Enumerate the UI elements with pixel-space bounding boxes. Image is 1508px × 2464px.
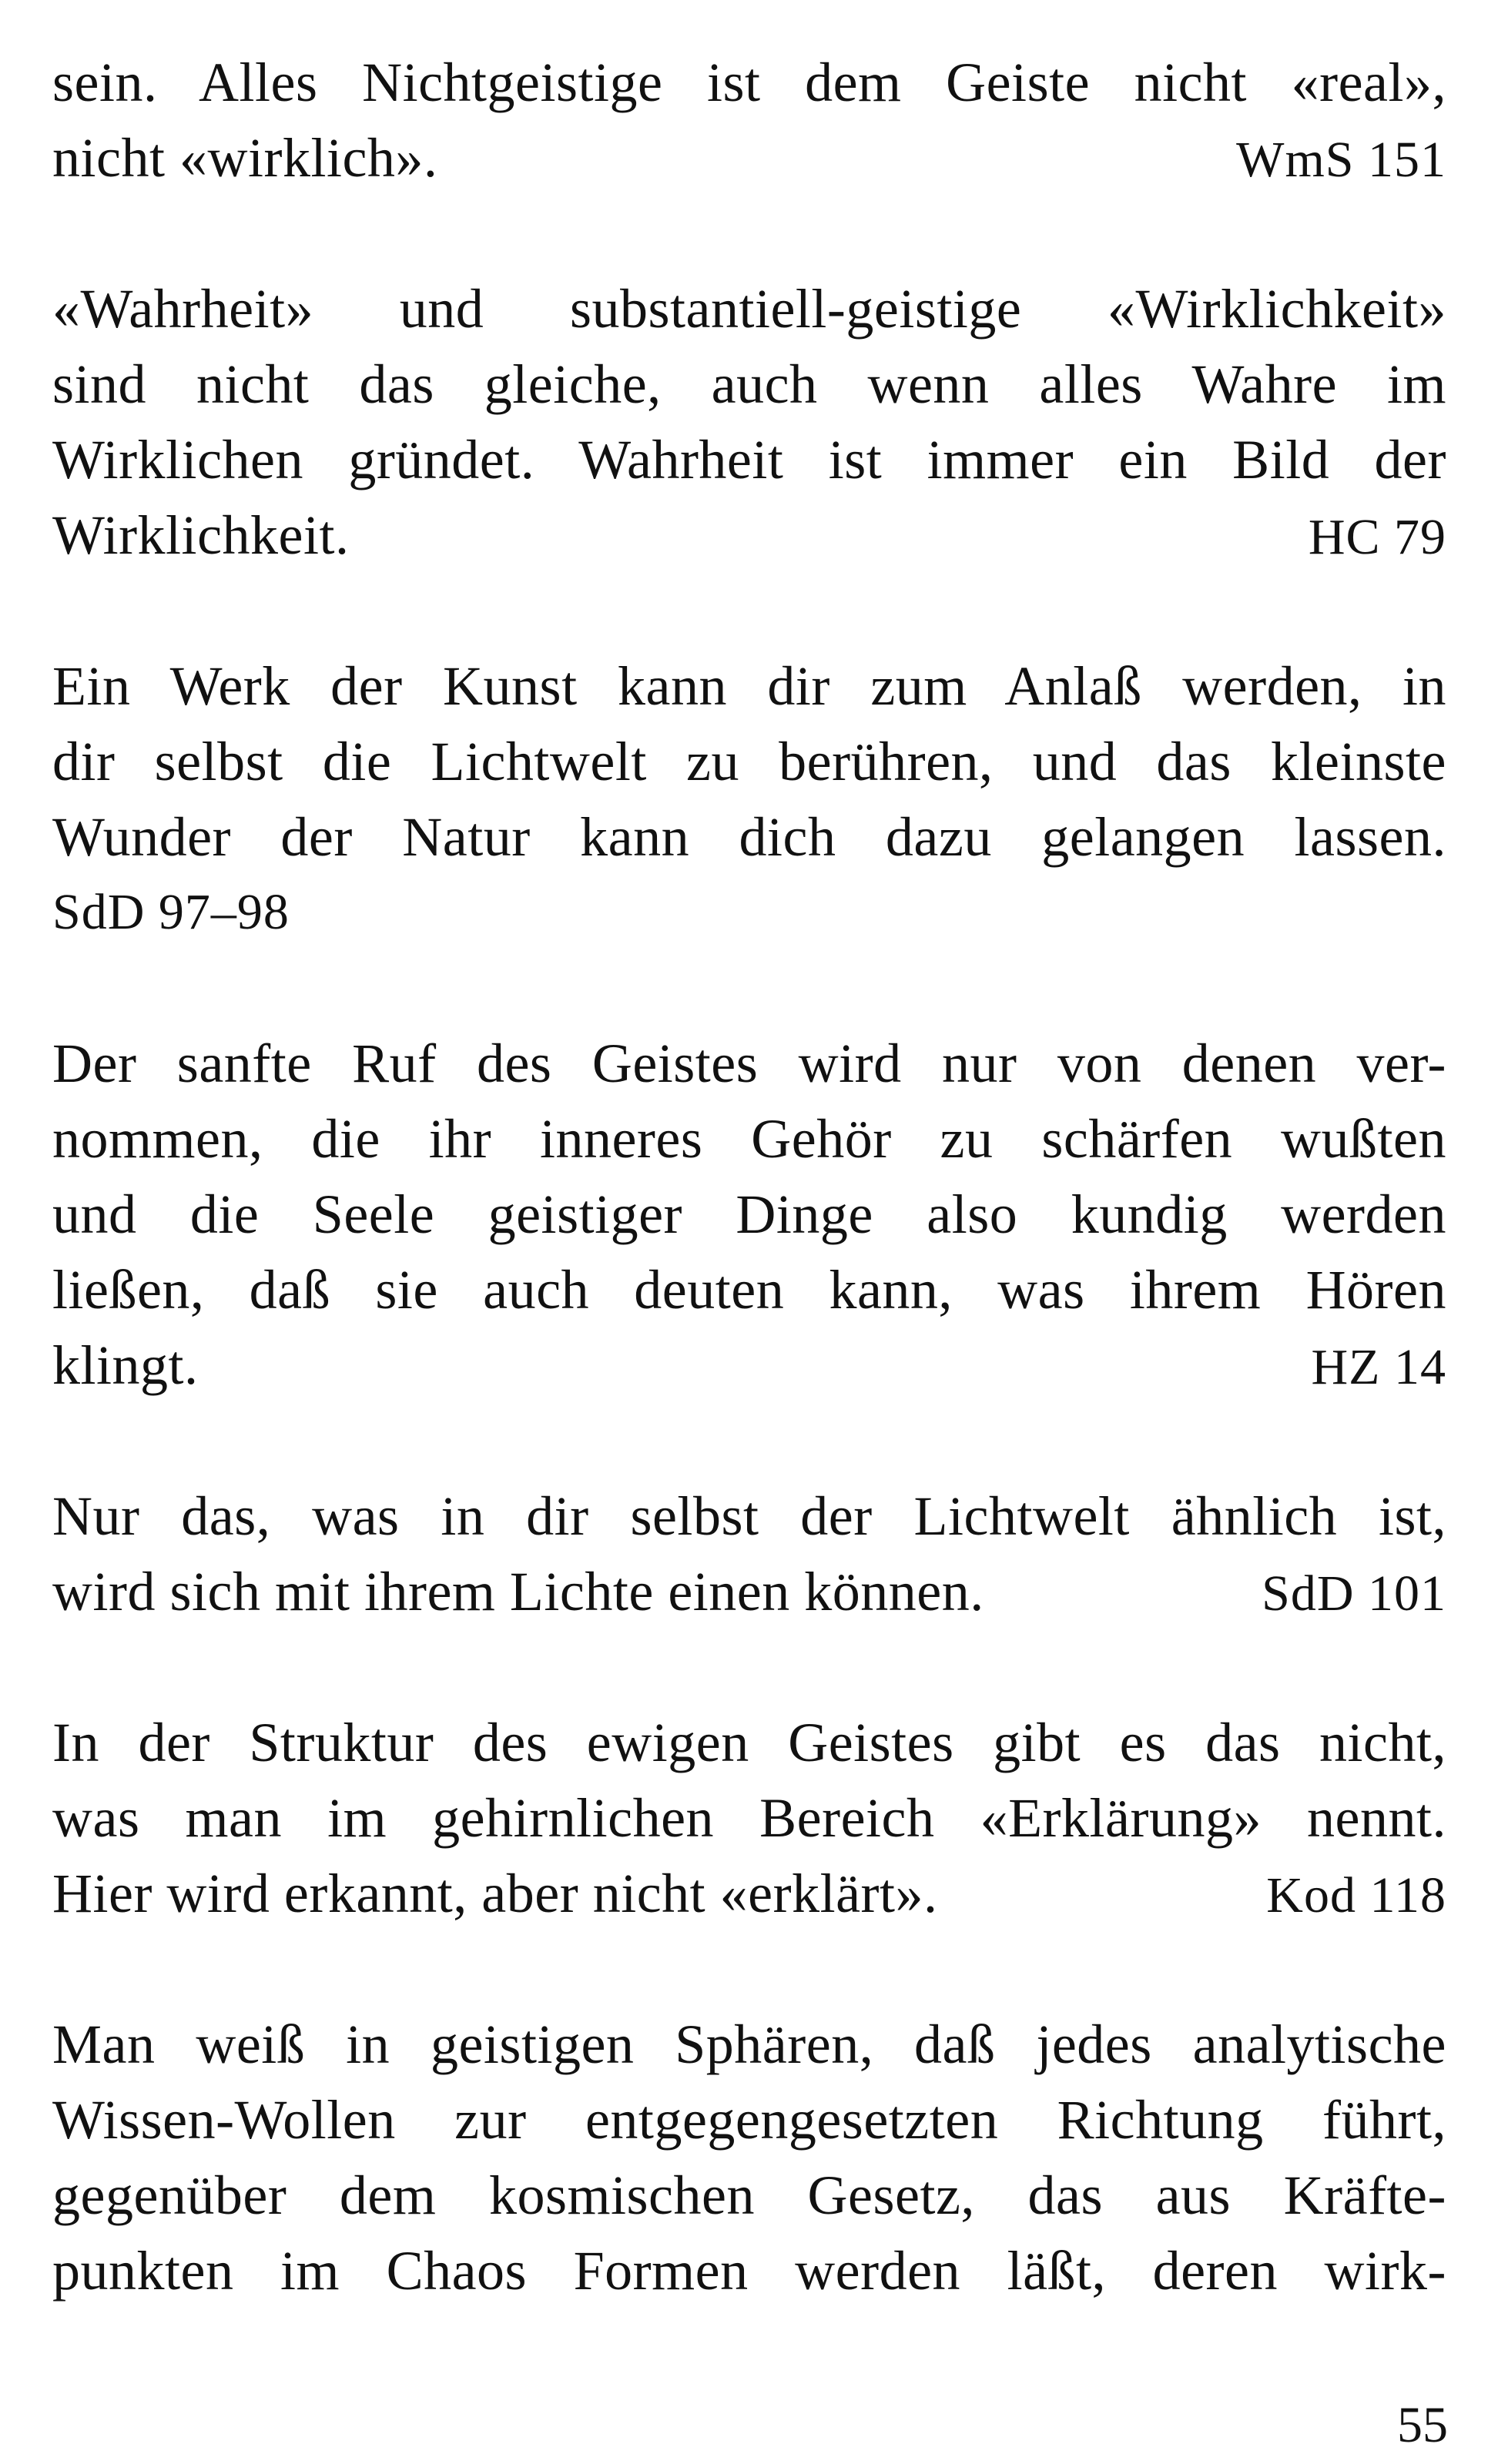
paragraph-gap bbox=[52, 950, 1446, 1026]
text-line: Hier wird erkannt, aber nicht «erklärt». bbox=[52, 1863, 938, 1924]
text-line: sein. Alles Nichtgeistige ist dem Geiste nicht «real», bbox=[52, 52, 1446, 113]
text-line: Nur das, was in dir selbst der Lichtwelt ähnlich ist, bbox=[52, 1485, 1446, 1547]
source-reference: WmS 151 bbox=[1236, 132, 1446, 188]
text-line: gegenüber dem kosmischen Gesetz, das aus Kräfte- bbox=[52, 2164, 1446, 2226]
text-line: was man im gehirnlichen Bereich «Erklärung» nennt. bbox=[52, 1787, 1446, 1849]
text-line: Der sanfte Ruf des Geistes wird nur von denen ver- bbox=[52, 1033, 1446, 1094]
closing-line bbox=[52, 120, 1446, 196]
text-line: klingt. bbox=[52, 1334, 199, 1396]
paragraph-gap bbox=[52, 1931, 1446, 2007]
paragraph-2 bbox=[52, 271, 1446, 573]
text-line: «Wahrheit» und substantiell-geistige «Wirklichkeit» bbox=[52, 278, 1446, 340]
paragraph-1 bbox=[52, 45, 1446, 196]
closing-line bbox=[52, 1327, 1446, 1403]
text-line: Wirklichkeit. bbox=[52, 504, 350, 566]
closing-line bbox=[52, 497, 1446, 573]
book-page bbox=[52, 45, 1446, 2308]
text-line: wird sich mit ihrem Lichte einen können. bbox=[52, 1561, 984, 1622]
text-line: Man weiß in geistigen Sphären, daß jedes analytische bbox=[52, 2014, 1446, 2075]
text-line: Wirklichen gründet. Wahrheit ist immer ein Bild der bbox=[52, 429, 1446, 490]
paragraph-gap bbox=[52, 1403, 1446, 1478]
paragraph-6 bbox=[52, 1705, 1446, 1931]
paragraph-7 bbox=[52, 2007, 1446, 2308]
source-reference: HC 79 bbox=[1308, 509, 1446, 565]
paragraph-gap bbox=[52, 573, 1446, 648]
text-line: In der Struktur des ewigen Geistes gibt es das nicht, bbox=[52, 1712, 1446, 1773]
text-line: Wissen-Wollen zur entgegengesetzten Richtung führt, bbox=[52, 2089, 1446, 2151]
text-line: ließen, daß sie auch deuten kann, was ihrem Hören bbox=[52, 1259, 1446, 1321]
paragraph-gap bbox=[52, 1629, 1446, 1705]
text-line: und die Seele geistiger Dinge also kundig werden bbox=[52, 1183, 1446, 1245]
text-line: Wunder der Natur kann dich dazu gelangen lassen. bbox=[52, 806, 1446, 868]
paragraph-gap bbox=[52, 196, 1446, 271]
page-number: 55 bbox=[1397, 2397, 1448, 2453]
source-reference: Kod 118 bbox=[1266, 1867, 1446, 1923]
source-reference: HZ 14 bbox=[1311, 1339, 1446, 1395]
closing-line bbox=[52, 1554, 1446, 1629]
text-line: dir selbst die Lichtwelt zu berühren, und das kleinste bbox=[52, 731, 1446, 792]
text-line: nommen, die ihr inneres Gehör zu schärfen wußten bbox=[52, 1108, 1446, 1170]
text-line: sind nicht das gleiche, auch wenn alles Wahre im bbox=[52, 353, 1446, 415]
text-line: Ein Werk der Kunst kann dir zum Anlaß werden, in bbox=[52, 655, 1446, 717]
source-reference: SdD 101 bbox=[1262, 1565, 1446, 1622]
text-line: punkten im Chaos Formen werden läßt, deren wirk- bbox=[52, 2240, 1446, 2302]
source-reference: SdD 97–98 bbox=[52, 884, 290, 940]
closing-line bbox=[52, 1856, 1446, 1931]
paragraph-3 bbox=[52, 648, 1446, 950]
text-line: nicht «wirklich». bbox=[52, 127, 438, 189]
paragraph-5 bbox=[52, 1478, 1446, 1629]
paragraph-4 bbox=[52, 1026, 1446, 1403]
